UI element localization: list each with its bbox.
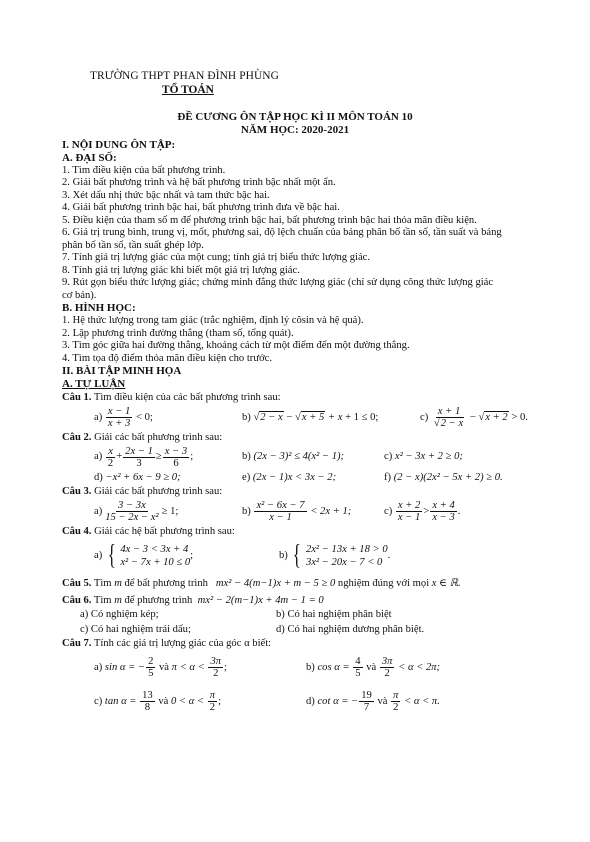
q3-c: c) $\frac{x + 2}{x - 1}$ > $\frac{x + 4}{x - 3}$ . <box>384 500 461 524</box>
list-item: 9. Rút gọn biểu thức lượng giác; chứng minh đẳng thức lượng giác (chỉ sử dụng công thức lượng giác <box>62 277 494 289</box>
subsection-heading: A. ĐẠI SỐ: <box>62 151 117 164</box>
list-item: 1. Tìm điều kiện của bất phương trình. <box>62 164 226 176</box>
question-6: Câu 6. Tìm m để phương trình mx² − 2(m−1)x + 4m − 1 = 0 <box>62 594 324 606</box>
q2-e: e) (2x − 1)x < 3x − 2; <box>242 471 337 483</box>
list-item: 6. Giá trị trung bình, trung vị, mốt, phương sai, độ lệch chuẩn của bảng phân bố tần số, tần suất và bảng <box>62 227 502 239</box>
list-item: cơ bản). <box>62 289 97 301</box>
q1-c: c) $\frac{x + 1}{√2 - x}$ − √ x + 2 > 0. <box>420 406 528 430</box>
q6-d: d) Có hai nghiệm dương phân biệt. <box>276 623 425 635</box>
list-item: 4. Giải bất phương trình bậc hai, bất phương trình đưa về bậc hai. <box>62 202 340 214</box>
question-3-items <box>62 499 562 525</box>
q3-b: b) $\frac{\text{x² − 6x − 7}}{x - 1}$ < 2x + 1; <box>242 500 352 524</box>
section-heading: I. NỘI DUNG ÔN TẬP: <box>62 139 176 151</box>
q1-b: b) √ 2 − x − √ x + 5 + x + 1 ≤ 0; <box>242 411 379 424</box>
school-name: TRƯỜNG THPT PHAN ĐÌNH PHÙNG <box>90 70 279 82</box>
q6-a: a) Có nghiệm kép; <box>80 608 159 620</box>
q4-a: a) { 4x − 3 < 3x + 4 x² − 7x + 10 ≤ 0 ; <box>94 540 194 572</box>
list-item: 8. Tính giá trị lượng giác khi biết một giá trị lượng giác. <box>62 264 300 276</box>
q2-f: f) (2 − x)(2x² − 5x + 2) ≥ 0. <box>384 471 503 483</box>
subsection-heading: A. TỰ LUẬN <box>62 378 126 391</box>
list-item: 3. Xét dấu nhị thức bậc nhất và tam thức bậc hai. <box>62 189 270 201</box>
question-7-row-1 <box>62 651 562 685</box>
section-heading: II. BÀI TẬP MINH HỌA <box>62 365 182 378</box>
document-title: ĐỀ CƯƠNG ÔN TẬP HỌC KÌ II MÔN TOÁN 10 <box>177 111 413 123</box>
department-name: TỔ TOÁN <box>162 84 214 96</box>
question-5: Câu 5. Tìm m để bất phương trình mx² − 4(m−1)x + m − 5 ≥ 0 nghiệm đúng với mọi x ∈ ℝ. <box>62 578 461 590</box>
q3-a: a) $\frac{3 - 3x}{\text{15 − 2x − x²}}$ ≥ 1; <box>94 500 179 524</box>
school-year: NĂM HỌC: 2020-2021 <box>240 124 350 136</box>
question-7: Câu 7. Tính các giá trị lượng giác của góc α biết: <box>62 638 272 650</box>
q2-c: c) x² − 3x + 2 ≥ 0; <box>384 451 463 463</box>
question-1-items <box>62 405 562 431</box>
q7-a: a) sin α = − $\frac{2}{5}$ và π < α < $\frac{3\pi}{2}$ ; <box>94 656 227 680</box>
question-1: Câu 1. Tìm điều kiện của các bất phương trình sau: <box>62 392 281 404</box>
q2-a: a) $\frac{x}{2}$ + $\frac{2x - 1}{3}$ ≥ $\frac{x - 3}{6}$ ; <box>94 445 194 469</box>
list-item: phân bố tần số, tần suất ghép lớp. <box>62 239 204 251</box>
q2-d: d) −x² + 6x − 9 ≥ 0; <box>94 471 181 483</box>
q7-c: c) tan α = $\frac{13}{8}$ và 0 < α < $\frac{\pi}{2}$ ; <box>94 690 222 714</box>
q6-b: b) Có hai nghiệm phân biệt <box>276 608 392 620</box>
list-item: 5. Điều kiện của tham số m để phương trình bậc hai, bất phương trình bậc hai thỏa mãn điều kiện. <box>62 214 477 226</box>
content <box>62 139 562 719</box>
question-3: Câu 3. Giải các bất phương trình sau: <box>62 486 223 498</box>
q7-b: b) cos α = $\frac{4}{5}$ và $\frac{3\pi}{2}$ < α < 2π; <box>306 656 441 680</box>
list-item: 2. Lập phương trình đường thẳng (tham số, tổng quát). <box>62 327 294 339</box>
q6-c: c) Có hai nghiệm trái dấu; <box>80 623 191 635</box>
q4-b: b) { 2x² − 13x + 18 > 0 3x² − 20x − 7 < 0 . <box>279 540 391 572</box>
question-7-row-2 <box>62 685 562 719</box>
q2-b: b) (2x − 3)² ≤ 4(x² − 1); <box>242 451 345 463</box>
question-2-row-1 <box>62 444 562 470</box>
question-6-row-1 <box>62 607 562 622</box>
list-item: 4. Tìm tọa độ điểm thỏa mãn điều kiện cho trước. <box>62 352 273 364</box>
subsection-heading: B. HÌNH HỌC: <box>62 302 136 315</box>
list-item: 2. Giải bất phương trình và hệ bất phương trình bậc nhất một ẩn. <box>62 177 336 189</box>
question-2-row-2 <box>62 470 562 485</box>
q7-d: d) cot α = − $\frac{19}{7}$ và $\frac{\pi}{2}$ < α < π. <box>306 690 440 714</box>
list-item: 3. Tìm góc giữa hai đường thẳng, khoảng cách từ một điểm đến một đường thẳng. <box>62 340 410 352</box>
question-6-row-2 <box>62 622 562 637</box>
question-4: Câu 4. Giải các hệ bất phương trình sau: <box>62 525 235 537</box>
q1-a: a) $\frac{x - 1}{x + 3}$ < 0; <box>94 406 153 430</box>
question-2: Câu 2. Giải các bất phương trình sau: <box>62 431 223 443</box>
list-item: 7. Tính giá trị lượng giác của một cung; tính giá trị biểu thức lượng giác. <box>62 252 371 264</box>
question-4-items <box>62 538 562 574</box>
list-item: 1. Hệ thức lượng trong tam giác (trắc nghiệm, định lý côsin và hệ quả). <box>62 315 364 327</box>
